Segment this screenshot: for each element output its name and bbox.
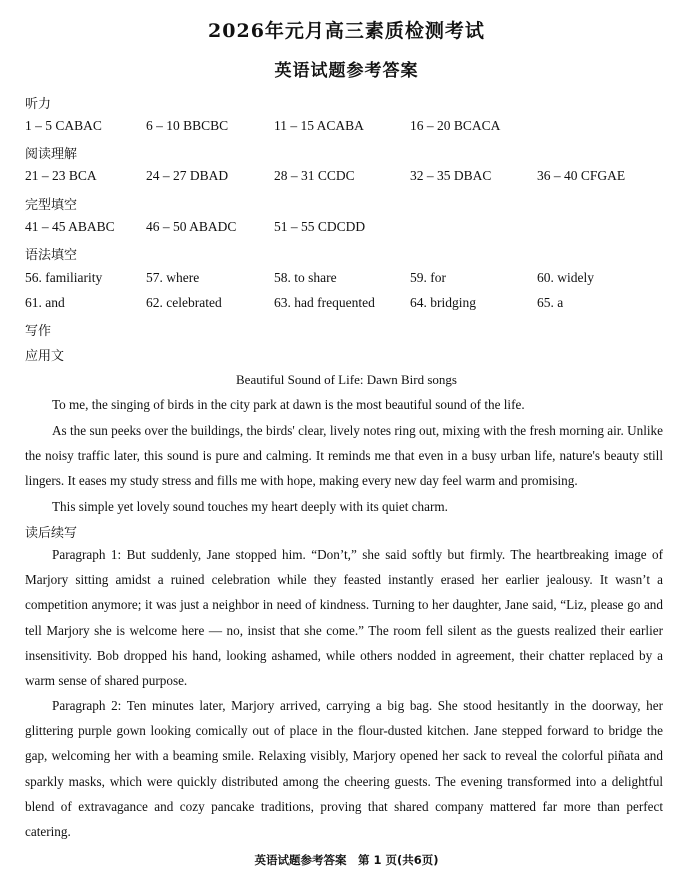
section-heading-continuation: 读后续写	[25, 526, 78, 541]
answer-item: 64. bridging	[410, 295, 476, 310]
answer-group: 28 – 31 CCDC	[274, 168, 355, 183]
continuation-paragraph-1: Paragraph 1: But suddenly, Jane stopped him. “Don’t,” she said softly but firmly. The heartbreaking image of Marjory sitting amidst a ruined celebration while they feasted instantly erased her earlier jealousy. It wasn’t a competition anymore; it was just a neighbor in need of kindness. Turning to her daughter, Jane said, “Liz, please go and tell Marjory she is welcome here — no, insist that she come.” The room fell silent as the guests realized their earlier insensitivity. Bob dropped his hand, looking ashamed, while others nodded in agreement, their chatter replaced by a warm sense of shared purpose.	[25, 547, 663, 689]
answer-row-grammar-1	[25, 270, 685, 288]
answer-item: 60. widely	[537, 270, 594, 285]
answer-item: 57. where	[146, 270, 200, 285]
answer-item: 65. a	[537, 295, 564, 310]
answer-item: 59. for	[410, 270, 446, 285]
answer-group: 6 – 10 BBCBC	[146, 118, 229, 133]
essay-paragraph: As the sun peeks over the buildings, the birds' clear, lively notes ring out, mixing with the fresh morning air. Unlike the noisy traffic later, this sound is pure and calming. It reminds me that even in a busy urban life, nature's beauty still lingers. It eases my study stress and fills me with hope, making every new day feel warm and promising.	[25, 423, 663, 489]
answer-item: 56. familiarity	[25, 270, 103, 285]
section-heading-listening: 听力	[25, 97, 52, 112]
continuation-paragraph-2: Paragraph 2: Ten minutes later, Marjory arrived, carrying a big bag. She stood hesitantly in the doorway, her glittering purple gown looking comically out of place in the flour-dusted kitchen. Jane stepped forward to bridge the gap, welcoming her with a beaming smile. Relaxing visibly, Marjory opened her sack to reveal the colorful piñata and sparkly masks, which were quickly distributed among the cheering guests. The evening transformed into a delightful blend of extravagance and cozy pancake traditions, proving that shared company mattered far more than perfect catering.	[25, 698, 663, 840]
answer-group: 1 – 5 CABAC	[25, 118, 102, 133]
answer-item: 61. and	[25, 295, 65, 310]
answer-row-cloze	[25, 219, 685, 237]
answer-group: 11 – 15 ACABA	[274, 118, 364, 133]
page-subtitle: 英语试题参考答案	[274, 61, 419, 81]
answer-item: 58. to share	[274, 270, 337, 285]
essay-title: Beautiful Sound of Life: Dawn Bird songs	[236, 372, 457, 387]
answer-row-listening	[25, 118, 685, 136]
answer-row-reading	[25, 168, 685, 186]
answer-item: 62. celebrated	[146, 295, 222, 310]
answer-group: 36 – 40 CFGAE	[537, 168, 626, 183]
section-heading-reading: 阅读理解	[25, 147, 78, 162]
essay-paragraph: This simple yet lovely sound touches my heart deeply with its quiet charm.	[52, 499, 448, 514]
section-heading-writing: 写作	[25, 324, 52, 339]
answer-group: 41 – 45 ABABC	[25, 219, 115, 234]
essay-paragraph: To me, the singing of birds in the city park at dawn is the most beautiful sound of the life.	[52, 397, 525, 412]
section-heading-grammar: 语法填空	[25, 248, 78, 263]
page-footer: 英语试题参考答案 第 1 页(共6页)	[254, 853, 439, 867]
answer-group: 46 – 50 ABADC	[146, 219, 237, 234]
section-heading-cloze: 完型填空	[25, 198, 78, 213]
answer-group: 32 – 35 DBAC	[410, 168, 492, 183]
answer-group: 51 – 55 CDCDD	[274, 219, 366, 234]
answer-group: 24 – 27 DBAD	[146, 168, 229, 183]
answer-group: 21 – 23 BCA	[25, 168, 97, 183]
answer-group: 16 – 20 BCACA	[410, 118, 501, 133]
answer-item: 63. had frequented	[274, 295, 375, 310]
page-title: 2026年元月高三素质检测考试	[208, 20, 485, 42]
answer-row-grammar-2	[25, 295, 685, 313]
section-heading-practical-writing: 应用文	[25, 349, 65, 364]
